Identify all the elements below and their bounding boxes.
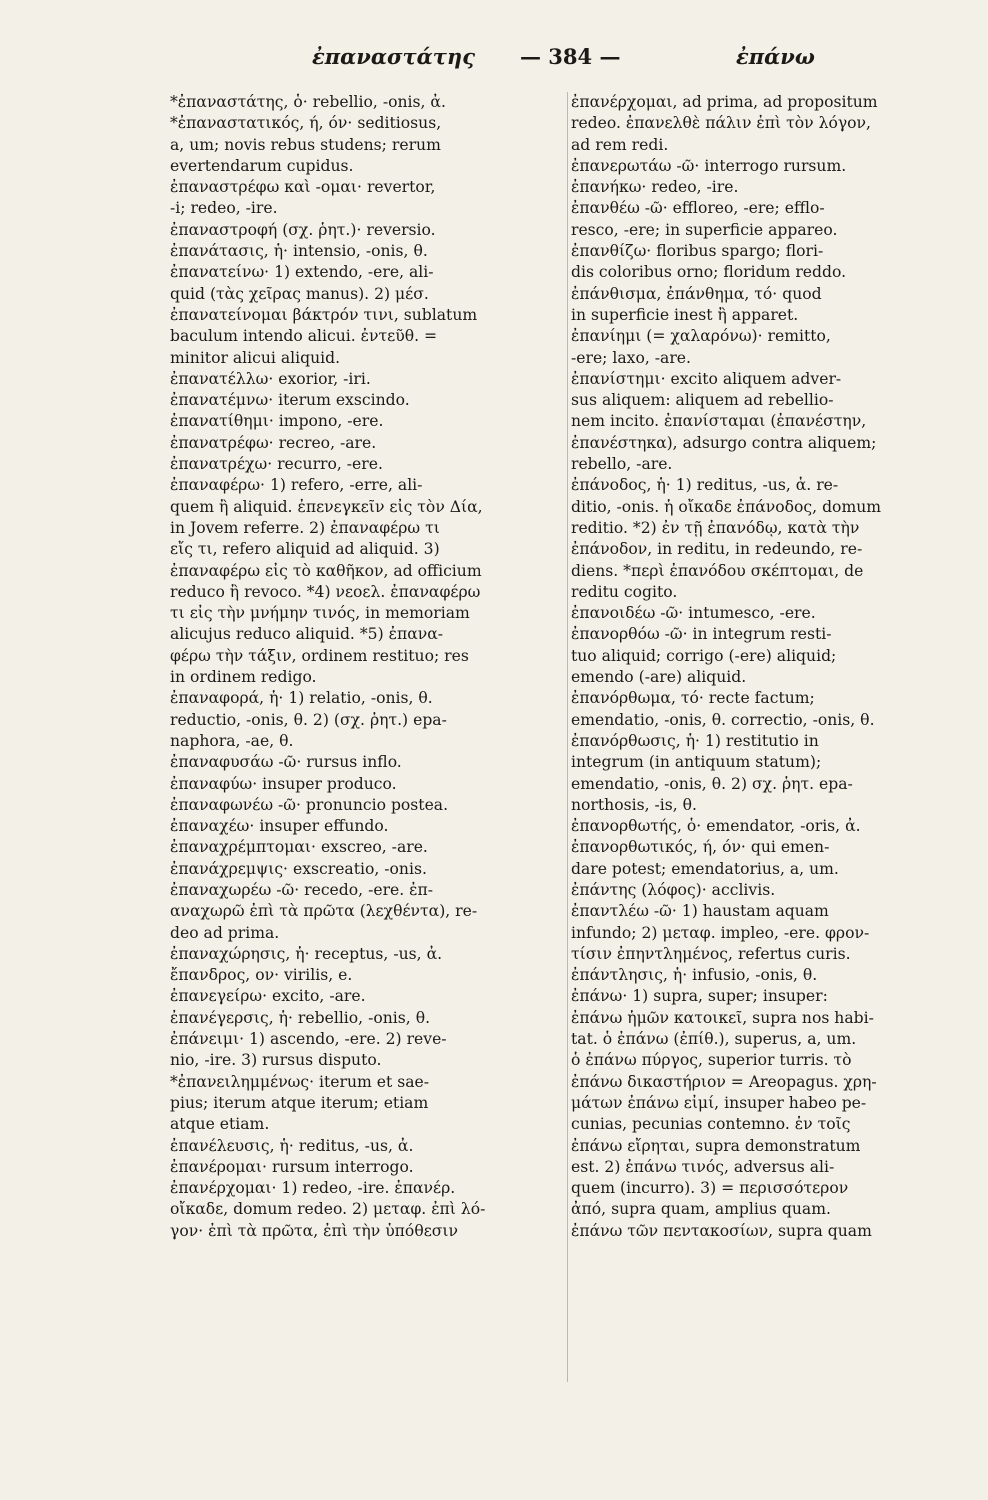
- dictionary-line: ἐπανεγείρω· excito, -are.: [170, 987, 366, 1006]
- header-left-word: ἐπαναστάτης: [312, 44, 475, 69]
- dictionary-line: infundo; 2) μεταφ. impleo, -ere. φρον-: [571, 923, 870, 942]
- dictionary-line: a, um; novis rebus studens; rerum: [170, 135, 441, 154]
- dictionary-line: *ἐπανειλημμένως· iterum et sae-: [170, 1072, 430, 1091]
- dictionary-line: in Jovem referre. 2) ἐπαναφέρω τι: [170, 518, 440, 537]
- dictionary-line: ἐπανέρχομαι, ad prima, ad propositum: [571, 93, 878, 111]
- dictionary-line: μάτων ἐπάνω εἰμί, insuper habeo pe-: [571, 1093, 867, 1112]
- dictionary-line: quem (incurro). 3) = περισσότερον: [571, 1179, 849, 1198]
- dictionary-line: ἐπαναχρέμπτομαι· exscreo, -are.: [170, 838, 428, 857]
- dictionary-line: ἐπαναφύω· insuper produco.: [170, 774, 397, 793]
- dictionary-line: ὁ ἐπάνω πύργος, superior turris. τὸ: [571, 1051, 852, 1070]
- dictionary-line: ἐπαναφορά, ἡ· 1) relatio, -onis, θ.: [170, 689, 433, 708]
- dictionary-line: ἐπαναστρέφω καὶ -ομαι· revertor,: [170, 178, 436, 197]
- dictionary-line: ἐπανατέμνω· iterum exscindo.: [170, 391, 410, 410]
- dictionary-line: ἐπανίστημι· excito aliquem adver-: [571, 369, 842, 388]
- dictionary-line: ἐπανέλευσις, ἡ· reditus, -us, ἀ.: [170, 1136, 414, 1155]
- dictionary-line: ἐπάνειμι· 1) ascendo, -ere. 2) reve-: [170, 1030, 447, 1049]
- column-divider: [567, 92, 568, 1382]
- dictionary-line: pius; iterum atque iterum; etiam: [170, 1093, 429, 1112]
- dictionary-line: ad rem redi.: [571, 135, 669, 154]
- left-column: [170, 92, 565, 1242]
- dictionary-line: naphora, -ae, θ.: [170, 731, 294, 750]
- dictionary-line: redeo. ἐπανελθὲ πάλιν ἐπὶ τὸν λόγον,: [571, 114, 871, 133]
- dictionary-line: ditio, -onis. ἡ οἴκαδε ἐπάνοδος, domum: [571, 497, 882, 516]
- dictionary-line: dare potest; emendatorius, a, um.: [571, 859, 839, 878]
- dictionary-line: ἐπανοιδέω -ῶ· intumesco, -ere.: [571, 604, 816, 623]
- dictionary-line: εἴς τι, refero aliquid ad aliquid. 3): [170, 540, 440, 559]
- dictionary-line: ἐπανέρχομαι· 1) redeo, -ire. ἐπανέρ.: [170, 1179, 456, 1198]
- dictionary-line: ἐπανατείνομαι βάκτρόν τινι, sublatum: [170, 305, 478, 324]
- dictionary-line: resco, -ere; in superficie appareo.: [571, 220, 838, 239]
- dictionary-line: dis coloribus orno; floridum reddo.: [571, 263, 847, 282]
- dictionary-line: γον· ἐπὶ τὰ πρῶτα, ἐπὶ τὴν ὑπόθεσιν: [170, 1221, 459, 1240]
- dictionary-line: emendatio, -onis, θ. correctio, -onis, θ.: [571, 710, 875, 729]
- dictionary-line: ἐπανατείνω· 1) extendo, -ere, ali-: [170, 263, 434, 282]
- dictionary-line: τίσιν ἐπηντλημένος, refertus curis.: [571, 944, 851, 963]
- dictionary-line: αναχωρῶ ἐπὶ τὰ πρῶτα (λεχθέντα), re-: [170, 902, 478, 921]
- dictionary-line: tuo aliquid; corrigo (-ere) aliquid;: [571, 646, 837, 665]
- dictionary-line: ἐπανορθόω -ῶ· in integrum resti-: [571, 625, 832, 644]
- dictionary-line: ἐπαντλέω -ῶ· 1) haustam aquam: [571, 902, 829, 921]
- dictionary-line: *ἐπαναστατικός, ή, όν· seditiosus,: [170, 114, 442, 133]
- dictionary-line: ἐπανθέω -ῶ· effloreo, -ere; efflo-: [571, 199, 825, 218]
- dictionary-line: sus aliquem: aliquem ad rebellio-: [571, 391, 834, 410]
- dictionary-line: nio, -ire. 3) rursus disputo.: [170, 1051, 382, 1070]
- dictionary-line: ἐπανατρέφω· recreo, -are.: [170, 433, 377, 452]
- dictionary-line: ἐπάνοδος, ἡ· 1) reditus, -us, ἀ. re-: [571, 476, 839, 495]
- dictionary-line: ἐπαναφωνέω -ῶ· pronuncio postea.: [170, 795, 449, 814]
- dictionary-line: ἐπανερωτάω -ῶ· interrogo rursum.: [571, 156, 847, 175]
- dictionary-line: ἐπάνω εἴρηται, supra demonstratum: [571, 1136, 861, 1155]
- header-right-word: ἐπάνω: [736, 44, 815, 69]
- dictionary-line: ἐπάνω ἡμῶν κατοικεῖ, supra nos habi-: [571, 1008, 874, 1027]
- dictionary-line: ἔπανδρος, ον· virilis, e.: [170, 966, 353, 985]
- dictionary-line: ἐπάντης (λόφος)· acclivis.: [571, 880, 776, 899]
- dictionary-line: ἐπάνω· 1) supra, super; insuper:: [571, 987, 828, 1006]
- dictionary-line: ἐπάνω δικαστήριον = Areopagus. χρη-: [571, 1072, 877, 1091]
- dictionary-line: tat. ὁ ἐπάνω (ἐπίθ.), superus, a, um.: [571, 1030, 857, 1049]
- dictionary-line: evertendarum cupidus.: [170, 156, 354, 175]
- dictionary-line: ἐπάνοδον, in reditu, in redeundo, re-: [571, 540, 863, 559]
- dictionary-line: diens. *περὶ ἐπανόδου σκέπτομαι, de: [571, 561, 864, 580]
- dictionary-line: quid (τὰς χεῖρας manus). 2) μέσ.: [170, 284, 429, 303]
- dictionary-line: emendatio, -onis, θ. 2) σχ. ῥητ. epa-: [571, 774, 853, 793]
- dictionary-line: quem ἢ aliquid. ἐπενεγκεῖν εἰς τὸν Δία,: [170, 497, 483, 516]
- dictionary-line: ἐπανάτασις, ἡ· intensio, -onis, θ.: [170, 242, 428, 261]
- dictionary-line: alicujus reduco aliquid. *5) ἐπανα-: [170, 625, 444, 644]
- dictionary-line: ἐπανόρθωμα, τό· recte factum;: [571, 689, 815, 708]
- dictionary-line: ἐπανατίθημι· impono, -ere.: [170, 412, 384, 431]
- dictionary-line: baculum intendo alicui. ἐντεῦθ. =: [170, 327, 438, 346]
- dictionary-line: emendo (-are) aliquid.: [571, 668, 747, 687]
- dictionary-line: northosis, -is, θ.: [571, 795, 698, 814]
- dictionary-line: ἐπανόρθωσις, ἡ· 1) restitutio in: [571, 731, 819, 750]
- dictionary-line: ἐπανθίζω· floribus spargo; flori-: [571, 242, 824, 261]
- dictionary-line: τι εἰς τὴν μνήμην τινός, in memoriam: [170, 604, 470, 623]
- dictionary-line: οἴκαδε, domum redeo. 2) μεταφ. ἐπὶ λό-: [170, 1200, 486, 1219]
- dictionary-line: ἐπανήκω· redeo, -ire.: [571, 178, 739, 197]
- dictionary-line: ἐπάνω τῶν πεντακοσίων, supra quam: [571, 1221, 872, 1240]
- dictionary-line: *ἐπαναστάτης, ὁ· rebellio, -onis, ἀ.: [170, 93, 446, 111]
- dictionary-line: ἐπάνθισμα, ἐπάνθημα, τό· quod: [571, 284, 822, 303]
- dictionary-line: reditio. *2) ἐν τῇ ἐπανόδῳ, κατὰ τὴν: [571, 518, 860, 537]
- dictionary-line: est. 2) ἐπάνω τινός, adversus ali-: [571, 1157, 835, 1176]
- dictionary-line: ἐπαναχέω· insuper effundo.: [170, 817, 389, 836]
- page-number: — 384 —: [520, 44, 621, 69]
- dictionary-line: ἐπαναφέρω· 1) refero, -erre, ali-: [170, 476, 423, 495]
- dictionary-line: nem incito. ἐπανίσταμαι (ἐπανέστην,: [571, 412, 867, 431]
- dictionary-line: ἀπό, supra quam, amplius quam.: [571, 1200, 831, 1219]
- dictionary-line: ἐπαναφέρω εἰς τὸ καθῆκον, ad officium: [170, 561, 482, 580]
- dictionary-line: minitor alicui aliquid.: [170, 348, 341, 367]
- dictionary-line: φέρω τὴν τάξιν, ordinem restituo; res: [170, 646, 469, 665]
- dictionary-line: ἐπαναφυσάω -ῶ· rursus inflo.: [170, 753, 402, 772]
- dictionary-line: ἐπάντλησις, ἡ· infusio, -onis, θ.: [571, 966, 818, 985]
- dictionary-line: cunias, pecunias contemno. ἐν τοῖς: [571, 1115, 851, 1134]
- running-header: [0, 44, 988, 80]
- dictionary-line: ἐπαναστροφή (σχ. ῥητ.)· reversio.: [170, 220, 436, 239]
- dictionary-line: -i; redeo, -ire.: [170, 199, 278, 218]
- dictionary-line: ἐπανορθωτής, ὁ· emendator, -oris, ἀ.: [571, 817, 861, 836]
- dictionary-line: ἐπανέγερσις, ἡ· rebellio, -onis, θ.: [170, 1008, 431, 1027]
- dictionary-line: rebello, -are.: [571, 455, 673, 474]
- dictionary-line: ἐπανορθωτικός, ή, όν· qui emen-: [571, 838, 830, 857]
- dictionary-line: integrum (in antiquum statum);: [571, 753, 822, 772]
- dictionary-line: ἐπανατέλλω· exorior, -iri.: [170, 369, 371, 388]
- dictionary-line: ἐπανατρέχω· recurro, -ere.: [170, 455, 383, 474]
- dictionary-line: in superficie inest ἢ apparet.: [571, 305, 799, 324]
- dictionary-line: reductio, -onis, θ. 2) (σχ. ῥητ.) epa-: [170, 710, 447, 729]
- dictionary-line: deo ad prima.: [170, 923, 280, 942]
- dictionary-line: ἐπανίημι (= χαλαρόνω)· remitto,: [571, 327, 831, 346]
- dictionary-line: reditu cogito.: [571, 582, 678, 601]
- right-column: [571, 92, 966, 1242]
- dictionary-line: -ere; laxo, -are.: [571, 348, 691, 367]
- dictionary-line: ἐπανέρομαι· rursum interrogo.: [170, 1157, 414, 1176]
- dictionary-line: in ordinem redigo.: [170, 668, 317, 687]
- dictionary-line: reduco ἢ revoco. *4) νεοελ. ἐπαναφέρω: [170, 582, 481, 601]
- dictionary-line: ἐπαναχωρέω -ῶ· recedo, -ere. ἐπ-: [170, 880, 434, 899]
- dictionary-line: ἐπανάχρεμψις· exscreatio, -onis.: [170, 859, 427, 878]
- dictionary-line: ἐπαναχώρησις, ἡ· receptus, -us, ἀ.: [170, 944, 443, 963]
- dictionary-line: atque etiam.: [170, 1115, 270, 1134]
- dictionary-line: ἐπανέστηκα), adsurgo contra aliquem;: [571, 433, 877, 452]
